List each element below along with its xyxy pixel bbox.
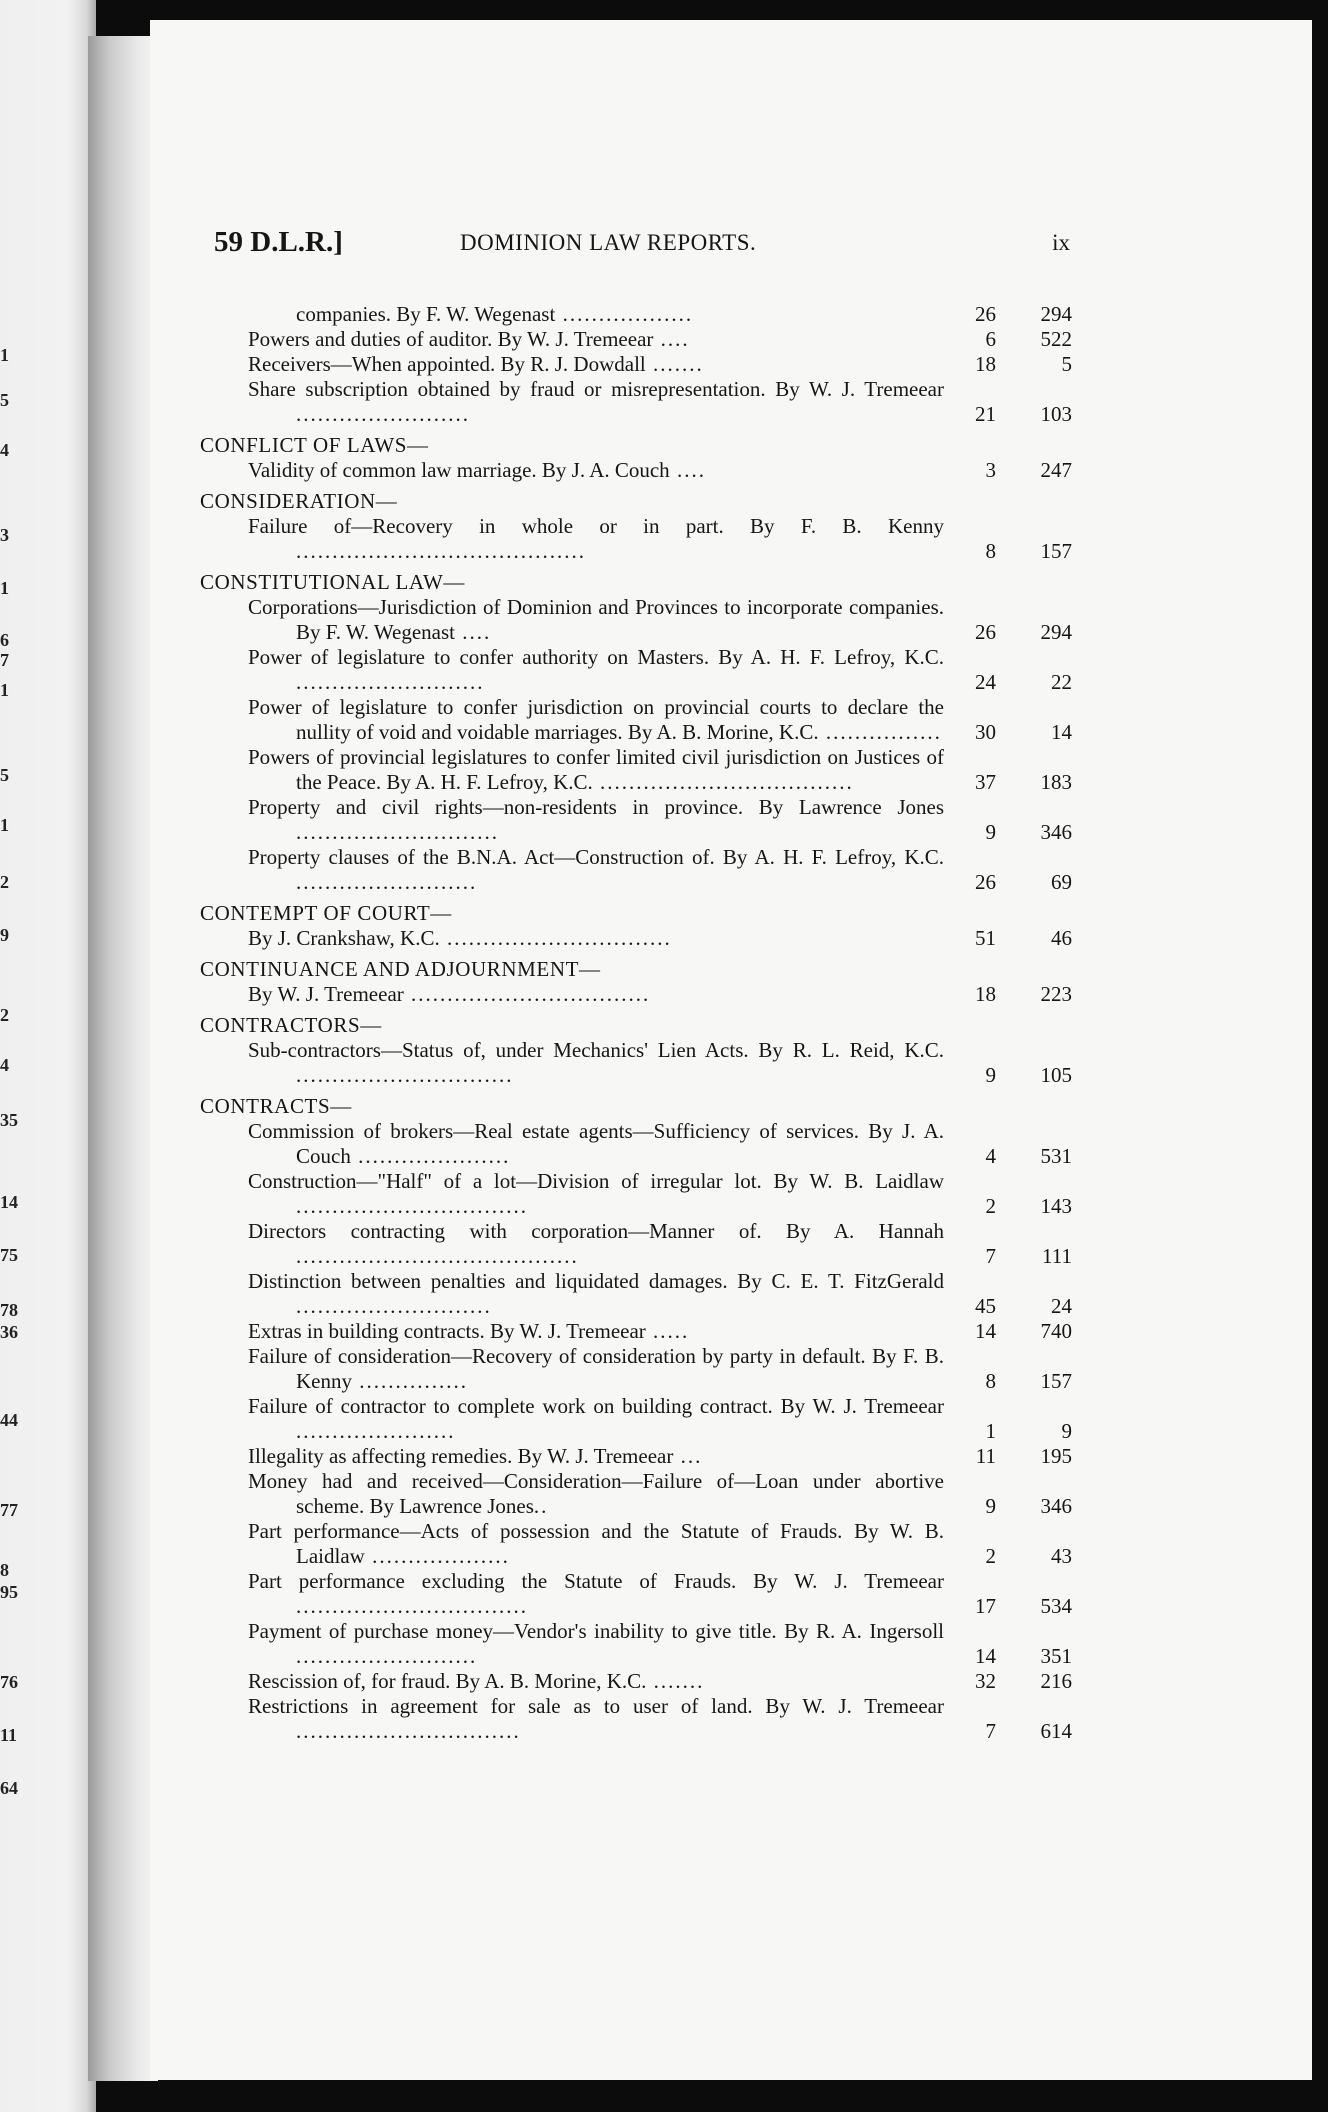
volume-number: 14 [975, 1319, 996, 1343]
page-reference: 531 [1040, 1144, 1072, 1168]
entry-title: Property clauses of the B.N.A. Act—Construction of. By A. H. F. Lefroy, K.C. [248, 845, 944, 869]
index-entry [200, 302, 1072, 327]
edge-page-number: 78 [0, 1300, 18, 1320]
entry-text [248, 595, 944, 645]
volume-number: 9 [985, 820, 996, 844]
leader-dots: ........................................ [296, 539, 586, 563]
entry-title: By J. Crankshaw, K.C. [248, 926, 440, 950]
page-reference: 105 [1040, 1063, 1072, 1087]
entry-title: Share subscription obtained by fraud or misrepresentation. By W. J. Tremeear [248, 377, 944, 401]
index-entry [200, 1569, 1072, 1619]
index-entry [200, 926, 1072, 951]
edge-page-number: 5 [0, 765, 9, 785]
leader-dots: ................ [818, 720, 942, 744]
index-entries [200, 302, 1072, 1744]
volume-number: 32 [975, 1669, 996, 1693]
page-reference: 157 [1040, 1369, 1072, 1393]
leader-dots: ................... [364, 1544, 510, 1568]
entry-text [248, 302, 944, 327]
leader-dots: ....... [645, 352, 704, 376]
edge-page-number: 9 [0, 925, 9, 945]
index-entry [200, 458, 1072, 483]
leader-dots: ........................ [296, 402, 470, 426]
volume-number: 7 [985, 1244, 996, 1268]
entry-title: Powers of provincial legislatures to confer limited civil jurisdiction on Justices of the Peace. By A. H. F. Lefroy, K.C. [248, 745, 944, 794]
leader-dots: .. [533, 1494, 549, 1518]
leader-dots: ................................ [296, 1594, 528, 1618]
entry-title: Restrictions in agreement for sale as to user of land. By W. J. Tremeear [248, 1694, 944, 1718]
leader-dots: ............... [352, 1369, 468, 1393]
entry-title: Part performance excluding the Statute of Frauds. By W. J. Tremeear [248, 1569, 944, 1593]
index-heading: CONTRACTS— [200, 1094, 352, 1118]
entry-text [248, 1519, 944, 1569]
entry-title: Powers and duties of auditor. By W. J. Tremeear [248, 327, 654, 351]
leader-dots: .... [653, 327, 690, 351]
edge-page-number: 77 [0, 1500, 18, 1520]
volume-number: 11 [975, 1444, 996, 1468]
page-reference: 5 [1061, 352, 1072, 376]
entry-title: Payment of purchase money—Vendor's inability to give title. By R. A. Ingersoll [248, 1619, 944, 1643]
leader-dots: ............................... [296, 1719, 521, 1743]
leader-dots: ........................... [296, 1294, 492, 1318]
entry-title: Failure of consideration—Recovery of consideration by party in default. By F. B. Kenny [248, 1344, 944, 1393]
page-reference: 294 [1040, 620, 1072, 644]
edge-page-number: 8 [0, 1560, 9, 1580]
leader-dots: ................................. [403, 982, 651, 1006]
index-entry [200, 1619, 1072, 1669]
entry-title: Property and civil rights—non-residents in province. By Lawrence Jones [248, 795, 944, 819]
index-entry [200, 514, 1072, 564]
page-reference: 294 [1040, 302, 1072, 326]
edge-page-number: 5 [0, 390, 9, 410]
volume-number: 37 [975, 770, 996, 794]
entry-title: Construction—"Half" of a lot—Division of irregular lot. By W. B. Laidlaw [248, 1169, 944, 1193]
edge-page-number: 95 [0, 1582, 18, 1602]
index-entry [200, 352, 1072, 377]
edge-page-number: 1 [0, 345, 9, 365]
volume-number: 9 [985, 1063, 996, 1087]
edge-page-number: 1 [0, 578, 9, 598]
edge-page-number: 14 [0, 1192, 18, 1212]
entry-text [248, 1619, 944, 1669]
volume-number: 26 [975, 302, 996, 326]
entry-title: Directors contracting with corporation—Manner of. By A. Hannah [248, 1219, 944, 1243]
volume-number: 7 [985, 1719, 996, 1743]
entry-text [248, 1469, 944, 1519]
entry-title: Money had and received—Consideration—Failure of—Loan under abortive scheme. By Lawrence Jones [248, 1469, 944, 1518]
page-reference: 534 [1040, 1594, 1072, 1618]
entry-text [248, 1119, 944, 1169]
index-entry [200, 1669, 1072, 1694]
volume-number: 9 [985, 1494, 996, 1518]
entry-text [248, 745, 944, 795]
index-entry [200, 745, 1072, 795]
page-reference: 22 [1051, 670, 1072, 694]
edge-page-number: 36 [0, 1322, 18, 1342]
leader-dots: .............................. [296, 1063, 514, 1087]
entry-title: Power of legislature to confer authority on Masters. By A. H. F. Lefroy, K.C. [248, 645, 944, 669]
index-heading: CONSTITUTIONAL LAW— [200, 570, 465, 594]
edge-page-number: 1 [0, 815, 9, 835]
index-entry [200, 1319, 1072, 1344]
page-reference: 103 [1040, 402, 1072, 426]
index-entry [200, 1344, 1072, 1394]
page-reference: 351 [1040, 1644, 1072, 1668]
entry-text [248, 1038, 944, 1088]
leader-dots: .................. [555, 302, 694, 326]
page-reference: 14 [1051, 720, 1072, 744]
page-reference: 247 [1040, 458, 1072, 482]
index-entry [200, 595, 1072, 645]
entry-title: Validity of common law marriage. By J. A. Couch [248, 458, 670, 482]
volume-number: 2 [985, 1194, 996, 1218]
index-entry [200, 1269, 1072, 1319]
entry-text [248, 1444, 944, 1469]
edge-page-number: 6 [0, 630, 9, 650]
index-entry [200, 327, 1072, 352]
index-entry [200, 1444, 1072, 1469]
page-reference: 24 [1051, 1294, 1072, 1318]
leader-dots: ................................ [296, 1194, 528, 1218]
index-entry [200, 982, 1072, 1007]
leader-dots: .......................... [296, 670, 485, 694]
volume-number: 18 [975, 352, 996, 376]
volume-number: 8 [985, 539, 996, 563]
volume-label: 59 D.L.R.] [214, 226, 343, 258]
index-entry [200, 645, 1072, 695]
index-heading: CONTRACTORS— [200, 1013, 382, 1037]
entry-title: Rescission of, for fraud. By A. B. Morine, K.C. [248, 1669, 647, 1693]
leader-dots: ............................... [439, 926, 672, 950]
volume-number: 3 [985, 458, 996, 482]
entry-text [248, 458, 944, 483]
index-heading: CONSIDERATION— [200, 489, 398, 513]
entry-text [248, 1394, 944, 1444]
entry-text [248, 514, 944, 564]
edge-page-number: 44 [0, 1410, 18, 1430]
page-reference: 157 [1040, 539, 1072, 563]
entry-text [248, 1694, 944, 1744]
page-reference: 216 [1040, 1669, 1072, 1693]
leader-dots: ............................ [296, 820, 499, 844]
page-reference: 43 [1051, 1544, 1072, 1568]
entry-title: Commission of brokers—Real estate agents—Sufficiency of services. By J. A. Couch [248, 1119, 944, 1168]
index-entry [200, 1694, 1072, 1744]
index-entry [200, 1038, 1072, 1088]
index-entry [200, 845, 1072, 895]
edge-page-number: 11 [0, 1725, 18, 1745]
entry-title: Sub-contractors—Status of, under Mechanics' Lien Acts. By R. L. Reid, K.C. [248, 1038, 944, 1062]
page-reference: 9 [1061, 1419, 1072, 1443]
leader-dots: ... [673, 1444, 703, 1468]
index-entry [200, 795, 1072, 845]
edge-page-number: 2 [0, 872, 9, 892]
page-reference: 346 [1040, 820, 1072, 844]
entry-text [248, 982, 944, 1007]
entry-text [248, 1319, 944, 1344]
volume-number: 2 [985, 1544, 996, 1568]
volume-number: 4 [985, 1144, 996, 1168]
page-reference: 69 [1051, 870, 1072, 894]
page-reference: 346 [1040, 1494, 1072, 1518]
index-entry [200, 1119, 1072, 1169]
entry-text [248, 926, 944, 951]
entry-text [248, 695, 944, 745]
volume-number: 26 [975, 870, 996, 894]
index-entry [200, 695, 1072, 745]
entry-title: By W. J. Tremeear [248, 982, 404, 1006]
edge-page-number: 76 [0, 1672, 18, 1692]
index-entry [200, 1169, 1072, 1219]
page-reference: 522 [1040, 327, 1072, 351]
entry-title: Power of legislature to confer jurisdiction on provincial courts to declare the nullity of void and voidable marriages. By A. B. Morine, K.C. [248, 695, 944, 744]
entry-text [248, 1569, 944, 1619]
leader-dots: .... [455, 620, 492, 644]
leader-dots: ................................... [592, 770, 854, 794]
volume-number: 21 [975, 402, 996, 426]
leader-dots: ..................... [350, 1144, 511, 1168]
leader-dots: ...................... [296, 1419, 456, 1443]
page-reference: 740 [1040, 1319, 1072, 1343]
volume-number: 18 [975, 982, 996, 1006]
leader-dots: ..... [645, 1319, 690, 1343]
entry-title: Extras in building contracts. By W. J. Tremeear [248, 1319, 646, 1343]
running-header [214, 226, 1070, 262]
entry-text [248, 845, 944, 895]
entry-title: Corporations—Jurisdiction of Dominion and Provinces to incorporate companies. By F. W. Wegenast [248, 595, 944, 644]
entry-text [248, 1269, 944, 1319]
edge-page-number: 75 [0, 1245, 18, 1265]
leader-dots: .... [669, 458, 706, 482]
page-reference: 223 [1040, 982, 1072, 1006]
index-heading: CONTEMPT OF COURT— [200, 901, 452, 925]
entry-title: Failure of—Recovery in whole or in part. By F. B. Kenny [248, 514, 944, 538]
entry-text [248, 1219, 944, 1269]
index-entry [200, 1394, 1072, 1444]
entry-text [248, 1344, 944, 1394]
volume-number: 45 [975, 1294, 996, 1318]
page-reference: 183 [1040, 770, 1072, 794]
entry-text [248, 1669, 944, 1694]
entry-title: Distinction between penalties and liquidated damages. By C. E. T. FitzGerald [248, 1269, 944, 1293]
entry-title: Receivers—When appointed. By R. J. Dowdall [248, 352, 646, 376]
edge-page-number: 64 [0, 1778, 18, 1798]
leader-dots: ....... [646, 1669, 705, 1693]
page-reference: 46 [1051, 926, 1072, 950]
edge-page-number: 3 [0, 525, 9, 545]
page-number: ix [1052, 230, 1070, 255]
volume-number: 6 [985, 327, 996, 351]
volume-number: 24 [975, 670, 996, 694]
page-reference: 143 [1040, 1194, 1072, 1218]
volume-number: 17 [975, 1594, 996, 1618]
leader-dots: ....................................... [296, 1244, 579, 1268]
index-heading: CONTINUANCE AND ADJOURNMENT— [200, 957, 601, 981]
index-entry [200, 1219, 1072, 1269]
leader-dots: ......................... [296, 1644, 478, 1668]
index-entry [200, 1519, 1072, 1569]
entry-text [248, 1169, 944, 1219]
entry-title: Failure of contractor to complete work on building contract. By W. J. Tremeear [248, 1394, 944, 1418]
entry-title: Part performance—Acts of possession and the Statute of Frauds. By W. B. Laidlaw [248, 1519, 944, 1568]
volume-number: 14 [975, 1644, 996, 1668]
entry-text [248, 352, 944, 377]
left-page-edge [0, 0, 96, 2112]
entry-text [248, 645, 944, 695]
edge-page-number: 4 [0, 440, 9, 460]
entry-title: companies. By F. W. Wegenast [296, 302, 556, 326]
volume-number: 26 [975, 620, 996, 644]
entry-title: Illegality as affecting remedies. By W. J. Tremeear [248, 1444, 674, 1468]
edge-page-number: 4 [0, 1055, 9, 1075]
volume-number: 30 [975, 720, 996, 744]
index-heading: CONFLICT OF LAWS— [200, 433, 429, 457]
volume-number: 51 [975, 926, 996, 950]
index-entry [200, 377, 1072, 427]
index-entry [200, 1469, 1072, 1519]
volume-number: 8 [985, 1369, 996, 1393]
edge-page-number: 7 [0, 650, 9, 670]
entry-text [248, 795, 944, 845]
page-reference: 195 [1040, 1444, 1072, 1468]
edge-page-number: 35 [0, 1110, 18, 1130]
page-gutter [88, 36, 158, 2081]
leader-dots: ......................... [296, 870, 478, 894]
entry-text [248, 327, 944, 352]
volume-number: 1 [985, 1419, 996, 1443]
edge-page-number: 2 [0, 1005, 9, 1025]
publication-title: DOMINION LAW REPORTS. [460, 230, 757, 255]
page-reference: 614 [1040, 1719, 1072, 1743]
edge-page-number: 1 [0, 680, 9, 700]
entry-text [248, 377, 944, 427]
page-reference: 111 [1042, 1244, 1072, 1268]
